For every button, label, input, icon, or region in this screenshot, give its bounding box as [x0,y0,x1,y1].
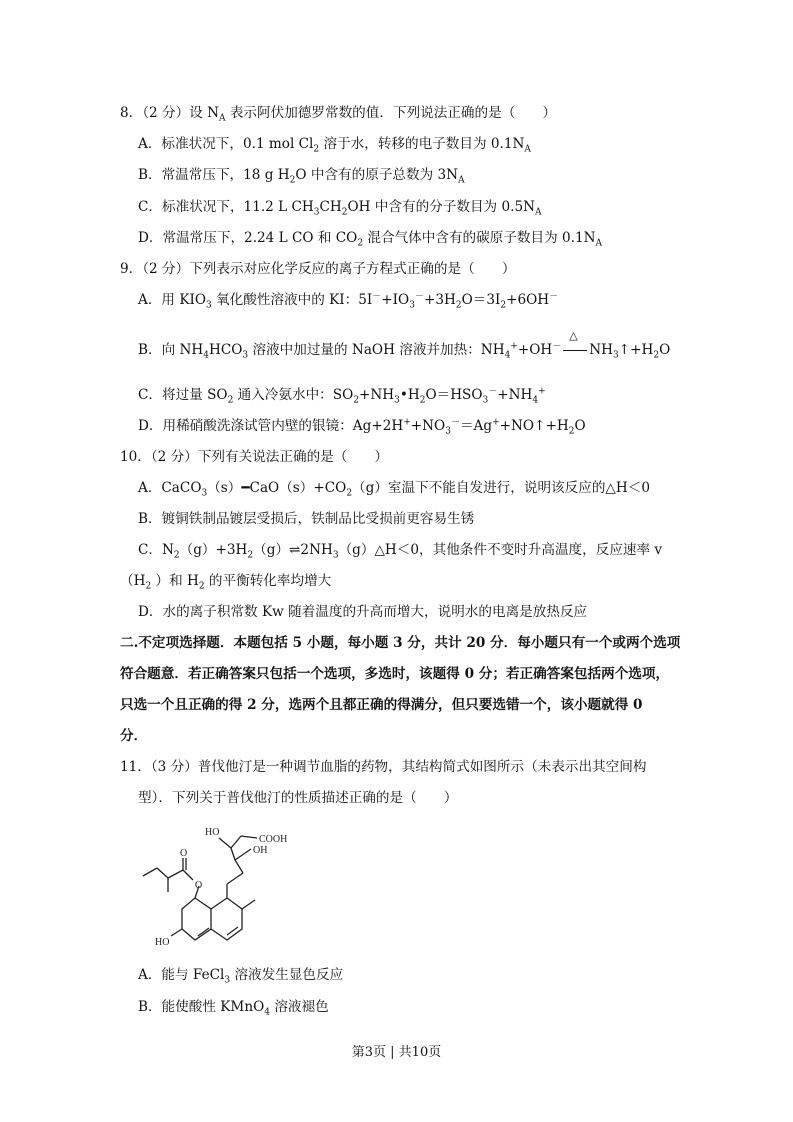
q9-option-b-right: $NH_3↑+H_2O$ [589,342,671,361]
q9-option-b [138,329,671,361]
heat-symbol: △ [569,329,578,342]
label-ho-top: HO [205,827,220,838]
pravastatin-structure [135,818,315,953]
heat-arrow [561,329,589,359]
q9-option-d: D．用稀硝酸洗涤试管内壁的银镜：$Ag+2H^++NO_3^-=Ag^++NO↑+H_2O$ [138,417,586,437]
section2-line4: 分． [120,728,148,744]
q9-option-a: A．用 $KIO_3$ 氧化酸性溶液中的 KI：$5I^-+IO_3^-+3H_2O=3I_2+6OH^-$ [138,291,559,311]
section2-line2: 符合题意．若正确答案只包括一个选项，多选时，该题得 0 分；若正确答案包括两个选项， [120,666,670,682]
q11-stem-line2: 型）．下列关于普伐他汀的性质描述正确的是（ ） [138,790,458,806]
q11-stem-line1: 11．（3 分）普伐他汀是一种调节血脂的药物，其结构简式如图所示（未表示出其空间构 [120,759,647,775]
q8-option-c: C．标准状况下，11.2 L $CH_3CH_2OH$ 中含有的分子数目为 $0.5N_A$ [138,199,542,218]
q10-option-d: D．水的离子积常数 Kw 随着温度的升高而增大，说明水的电离是放热反应 [138,604,588,620]
section2-line1: 二.不定项选择题．本题包括 5 小题，每小题 3 分，共计 20 分．每小题只有一个或两个选项 [120,635,681,651]
q8-option-a: A．标准状况下，0.1 mol $Cl_2$ 溶于水，转移的电子数目为 $0.1N_A$ [138,136,531,155]
q9-stem: 9．（2 分）下列表示对应化学反应的离子方程式正确的是（ ） [120,261,516,277]
q10-option-b: B．镀铜铁制品镀层受损后，铁制品比受损前更容易生锈 [138,511,475,527]
label-ho-bottom: HO [155,937,170,948]
q8-option-b: B．常温常压下，18 g $H_2O$ 中含有的原子总数为 $3N_A$ [138,167,465,186]
section2-line3: 只选一个且正确的得 2 分，选两个且都正确的得满分，但只要选错一个，该小题就得 0 [120,697,643,713]
label-oh: OH [253,845,268,856]
label-cooh: COOH [259,834,288,845]
q10-stem: 10．（2 分）下列有关说法正确的是（ ） [120,449,389,465]
q9-option-b-left: B．向 $NH_4HCO_3$ 溶液中加过量的 NaOH 溶液并加热：$NH_4^++OH^-$ [138,341,562,361]
q11-option-a: A．能与 FeCl$_3$ 溶液发生显色反应 [138,967,344,986]
ring-left [182,898,211,940]
q9-option-c: C．将过量 $SO_2$ 通入冷氨水中：$SO_2+NH_3•H_2O=HSO_3^-+NH_4^+$ [138,386,546,406]
label-o-ester: O [195,880,203,891]
label-o-carbonyl: O [180,848,188,859]
q11-option-b: B．能使酸性 KMnO$_4$ 溶液褪色 [138,999,329,1018]
ring-right [211,898,242,940]
q8-option-d: D．常温常压下，2.24 L CO 和 $CO_2$ 混合气体中含有的碳原子数目为 $0.1N_A$ [138,230,603,249]
q10-option-c-cont: （$H_2$ ）和 $H_2$ 的平衡转化率均增大 [120,573,332,592]
q8-stem: 8．（2 分）设 $N_A$ 表示阿伏加德罗常数的值．下列说法正确的是（ ） [120,105,557,124]
q10-option-c: C．$N_2(g)+3H_2(g)\rightleftharpoons 2NH_3(g)\triangle H<0$，其他条件不变时升高温度，反应速率 v [138,542,663,561]
q10-option-a: A．$CaCO_3(s)━CaO(s)+CO_2(g)$室温下不能自发进行，说明该反应的△H＜0 [138,480,650,499]
page-footer: 第3页 | 共10页 [351,1045,442,1060]
